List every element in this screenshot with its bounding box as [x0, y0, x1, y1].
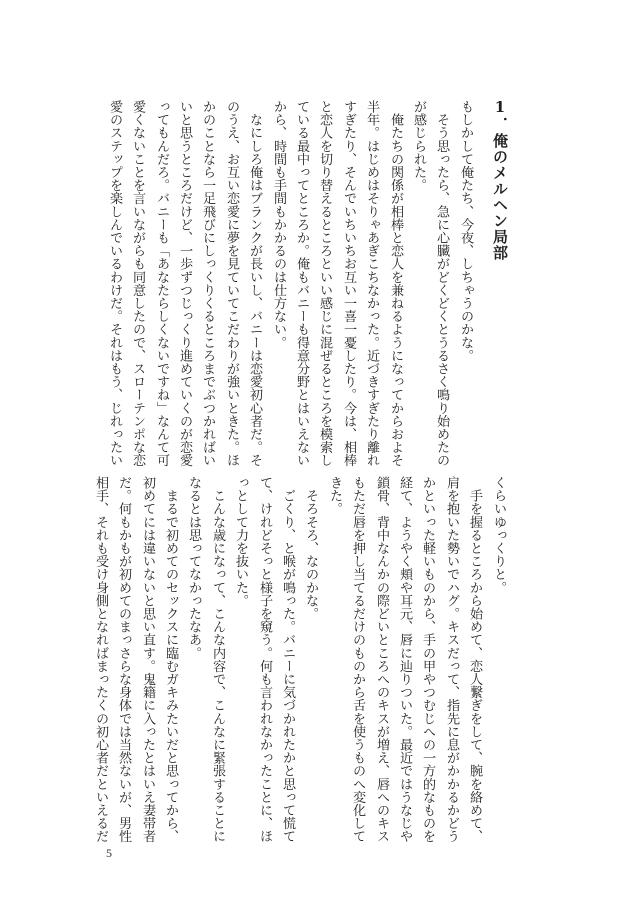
text-column: 手を握るところから始めて、恋人繋ぎをして、腕を絡めて、 — [467, 476, 483, 843]
text-column: まるで初めてのセックスに臨むガキみたいだと思ってから、 — [163, 476, 179, 843]
text-column: もしかして俺たち、今夜、しちゃうのかな。 — [458, 100, 474, 362]
text-column: 鎖骨、背中なんかの際どいところへのキスが増え、唇へのキス — [374, 476, 390, 843]
text-column: いと思うところだけど、一歩ずつじっくり進めていくのが恋愛 — [177, 100, 193, 467]
text-column: ごくり、と喉が鳴った。バニーに気づかれたかと思って慌て — [280, 476, 296, 843]
text-column: っとして力を抜いた。 — [233, 476, 249, 607]
text-column: なるとは思ってなかったなあ。 — [186, 476, 202, 660]
chapter-heading: 1．俺のメルヘン局部 — [491, 98, 509, 261]
text-column: のうえ、お互い恋愛に夢を見ていてこだわりが強いときた。ほ — [224, 100, 240, 467]
text-column: 初めてには違いないと思い直す。鬼籍に入ったとはいえ妻帯者 — [140, 476, 156, 843]
page-number: 5 — [106, 846, 112, 860]
text-column: そう思ったら、急に心臓がどくどくとうるさく鳴り始めたの — [434, 100, 450, 467]
text-column: かのことなら一足飛びにしっくりくるところまでぶつかればい — [200, 100, 216, 467]
text-column: ている最中ってところか。俺もバニーも得意分野とはいえない — [294, 100, 310, 467]
text-column: ってもんだろ。バニーも「あなたらしくないですね」なんて可 — [154, 100, 170, 467]
text-column: から、時間も手間もかかるのは仕方ない。 — [271, 100, 287, 349]
text-column: くらいゆっくりと。 — [491, 476, 507, 594]
text-column: 相手、それも受け身側となればまったくの初心者だといえるだ — [93, 476, 109, 843]
text-column: かといった軽いものから、手の甲やつむじへの一方的なものを — [420, 476, 436, 843]
text-column: 半年。はじめはそりゃあぎこちなかった。近づきすぎたり離れ — [364, 100, 380, 467]
text-column: こんな歳になって、こんな内容で、こんなに緊張することに — [210, 476, 226, 843]
text-column: 肩を抱いた勢いでハグ。キスだって、指先に息がかかるかどう — [444, 476, 460, 843]
text-column: だ。何もかもが初めてのまっさらな身体では当然ないが、男性 — [116, 476, 132, 843]
text-column: 愛のステップを楽しんでいるわけだ。それはもう、じれったい — [107, 100, 123, 467]
text-column: て、けれどそっと様子を窺う。何も言われなかったことに、ほ — [257, 476, 273, 843]
text-column: なにしろ俺はブランクが長いし、バニーは恋愛初心者だ。そ — [247, 100, 263, 467]
text-column: 経て、ようやく頬や耳元、唇に辿りついた。最近ではうなじや — [397, 476, 413, 843]
text-column: もただ唇を押し当てるだけのものから舌を使うものへ変化して — [350, 476, 366, 843]
text-column: すぎたり、そんでいちいちお互い一喜一憂したり。今は、相棒 — [341, 100, 357, 467]
text-column: が感じられた。 — [411, 100, 427, 192]
text-column: きた。 — [327, 476, 343, 516]
text-column: そろそろ、なのかな。 — [303, 476, 319, 621]
text-column: 俺たちの関係が相棒と恋人を兼ねるようになってからおよそ — [388, 100, 404, 467]
text-column: と恋人を切り替えるところといい感じに混ぜるところを模索し — [317, 100, 333, 467]
text-column: 愛くないことを言いながらも同意したので、スローテンポな恋 — [130, 100, 146, 467]
